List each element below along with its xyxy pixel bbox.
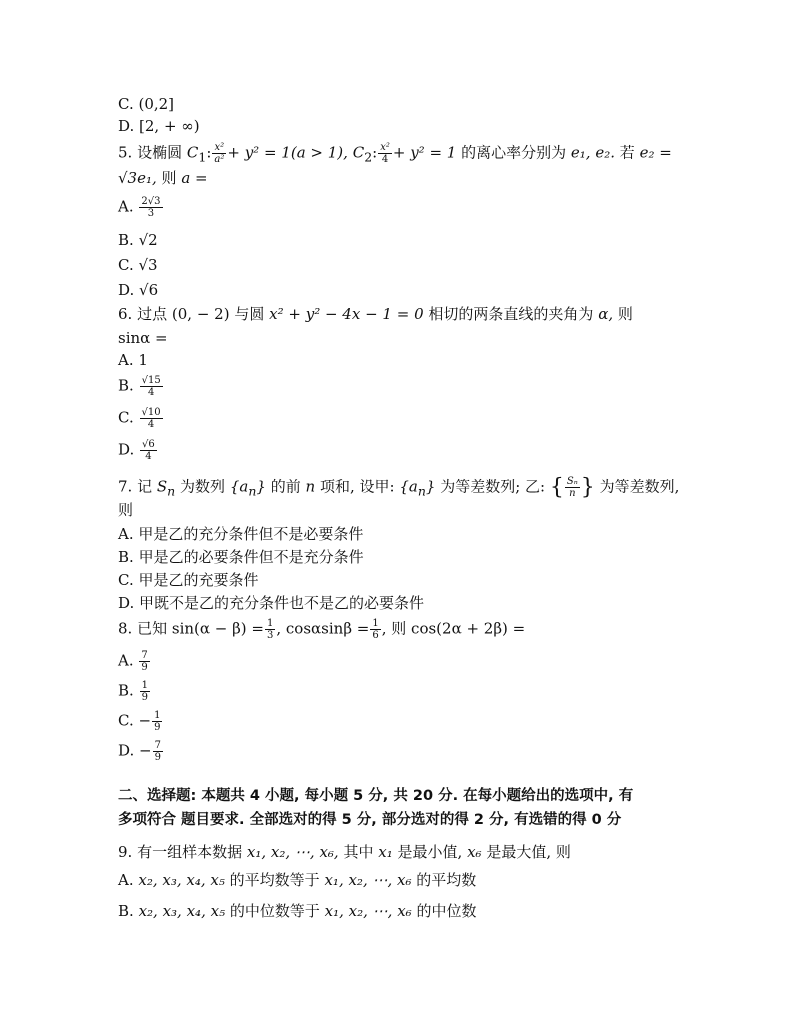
fraction-numerator: x² [380, 142, 390, 153]
fraction-numerator: 1 [267, 618, 274, 629]
math-symbol: {a [399, 477, 418, 496]
option-label: B. [118, 902, 134, 920]
math-expression: x₁, x₂, ⋯, x₆ [324, 871, 412, 889]
option-d [118, 439, 158, 462]
math-expression: x² + y² − 4x − 1 = 0 [269, 305, 424, 323]
option-label: D. [118, 741, 135, 760]
fraction [212, 142, 226, 165]
question-text: 的离心率分别为 [461, 143, 567, 162]
option-text: 的中位数等于 [229, 902, 320, 920]
math-expression: + y² = 1 [392, 143, 457, 162]
option-label: B. [118, 681, 134, 700]
option-text: 的平均数 [416, 871, 477, 889]
fraction-denominator: 4 [381, 154, 389, 165]
fraction-denominator: 4 [145, 451, 152, 462]
option-text: 的平均数等于 [229, 871, 320, 889]
question-6-line1 [118, 304, 633, 324]
math-subscript: n [417, 483, 426, 499]
option-value: 1 [138, 351, 148, 369]
option-label: B. [118, 376, 134, 395]
math-subscript: n [167, 483, 176, 499]
question-text: 其中 [343, 843, 374, 861]
question-text: 项和, 设甲: [319, 477, 395, 496]
question-text: 记 [137, 477, 153, 496]
fraction-numerator: √15 [141, 375, 161, 386]
math-expression: , cosαsinβ = [276, 619, 370, 638]
question-number: 9. [118, 843, 133, 861]
option-label: D. [118, 281, 135, 299]
option-c-prev [118, 94, 174, 114]
fraction [140, 407, 163, 430]
fraction-denominator: a² [214, 154, 225, 165]
fraction [378, 142, 392, 165]
option-b [118, 680, 151, 703]
math-expression: (0, − 2) [171, 305, 230, 323]
question-text: 与圆 [234, 305, 265, 323]
fraction-numerator: √10 [141, 407, 161, 418]
option-value: 甲是乙的充分条件但不是必要条件 [138, 525, 364, 543]
question-text: 已知 [137, 619, 168, 638]
fraction [140, 680, 150, 703]
math-expression: x₁, x₂, ⋯, x₆, [246, 843, 339, 861]
option-c [118, 255, 158, 275]
fraction [152, 710, 162, 733]
math-symbol: C [186, 143, 199, 162]
option-a [118, 196, 164, 219]
option-c [118, 570, 259, 590]
option-label: C. [118, 571, 134, 589]
fraction [139, 196, 162, 219]
option-sign: − [138, 711, 152, 730]
option-label: B. [118, 548, 134, 566]
fraction [140, 375, 163, 398]
question-9-line1 [118, 842, 571, 862]
option-value: √6 [139, 281, 159, 299]
fraction-numerator: 7 [141, 650, 148, 661]
option-b [118, 901, 476, 921]
option-d [118, 280, 158, 300]
fraction-denominator: 3 [267, 630, 274, 641]
question-text: 则 [617, 305, 633, 323]
question-text: 是最小值, [397, 843, 463, 861]
math-symbol: n [305, 477, 316, 496]
fraction-denominator: 9 [154, 752, 161, 763]
math-symbol: C [352, 143, 365, 162]
option-sign: − [139, 741, 152, 760]
option-c [118, 407, 164, 430]
question-text: 是最大值, 则 [486, 843, 571, 861]
math-symbol: x₆ [467, 843, 482, 861]
math-expression: a = [181, 169, 208, 187]
question-text: 为数列 [180, 477, 226, 496]
fraction [153, 740, 163, 763]
math-expression: x₂, x₃, x₄, x₅ [138, 902, 226, 920]
section-heading: 多项符合 题目要求. 全部选对的得 5 分, 部分选对的得 2 分, 有选错的得 0 分 [118, 812, 622, 828]
option-a [118, 870, 476, 890]
right-brace: } [580, 474, 595, 500]
fraction-numerator: x² [212, 142, 226, 154]
option-d [118, 740, 164, 763]
fraction-denominator: 6 [372, 630, 379, 641]
option-a [118, 350, 148, 370]
question-text: 为等差数列; 乙: [440, 477, 546, 496]
question-5-line1: 5. 设椭圆 $C_1$: $\frac{\text{x²}}{\text{a²}}$ + y² = 1(a > 1), $C_2$: $\frac{\text{x²}}{4}$ + y² = 1 的离心率分别为 e₁, e₂. 若 e₂ = [118, 142, 672, 165]
fraction [139, 650, 149, 673]
fraction-denominator: 9 [141, 662, 148, 673]
fraction [140, 439, 157, 462]
option-label: A. [118, 871, 134, 889]
option-label: A. [118, 197, 134, 216]
question-text: 有一组样本数据 [137, 843, 243, 861]
question-5-line2 [118, 168, 208, 188]
math-expression: cos(2α + 2β) = [411, 619, 526, 638]
math-expression: √3e₁, [118, 169, 157, 187]
question-text: 为等差数列, [599, 477, 680, 496]
math-subscript: 2 [364, 149, 373, 165]
math-subscript: 1 [198, 149, 207, 165]
question-text: 则 [118, 501, 134, 519]
option-b [118, 547, 364, 567]
fraction-denominator: 3 [147, 208, 155, 219]
math-symbol: x₁ [378, 843, 393, 861]
option-d-prev [118, 116, 200, 136]
fraction-denominator: 9 [141, 692, 148, 703]
fraction [370, 618, 380, 641]
math-expression: + y² = 1(a > 1), [227, 143, 348, 162]
fraction-numerator: 1 [154, 710, 161, 721]
option-value: √3 [138, 256, 158, 274]
option-label: A. [118, 651, 134, 670]
math-symbol: } [256, 477, 266, 496]
question-number: 6. [118, 305, 133, 323]
option-label: C. [118, 256, 134, 274]
option-b [118, 230, 158, 250]
option-d [118, 593, 424, 613]
math-expression: e₁, e₂. [570, 143, 616, 162]
fraction-numerator: 2√3 [141, 196, 161, 207]
math-expression: x₁, x₂, ⋯, x₆ [324, 902, 412, 920]
question-number: 7. [118, 477, 133, 496]
math-expression: x₂, x₃, x₄, x₅ [138, 871, 225, 889]
question-text: 相切的两条直线的夹角为 [428, 305, 594, 323]
math-symbol: α, [598, 305, 614, 323]
math-symbol: } [425, 477, 436, 496]
fraction-denominator: 9 [154, 722, 161, 733]
option-label: C. [118, 711, 134, 730]
option-label: B. [118, 231, 134, 249]
fraction-denominator: n [569, 488, 576, 499]
option-value: 甲既不是乙的充分条件也不是乙的必要条件 [139, 594, 425, 612]
option-a [118, 650, 151, 673]
math-expression: sin(α − β) = [171, 619, 264, 638]
fraction [565, 476, 580, 499]
question-text: , 则 [381, 619, 407, 638]
option-text: D. [2, + ∞) [118, 117, 200, 135]
option-value: √2 [138, 231, 158, 249]
question-7-line1 [118, 476, 679, 502]
option-label: A. [118, 525, 134, 543]
question-text: 则 [161, 169, 177, 187]
question-8-line1 [118, 618, 525, 641]
option-label: D. [118, 440, 135, 459]
option-a [118, 524, 363, 544]
question-text: 设椭圆 [137, 143, 183, 162]
question-7-line2 [118, 500, 133, 520]
option-text: 的中位数 [416, 902, 477, 920]
math-subscript: n [248, 483, 257, 499]
fraction-numerator: 1 [372, 618, 379, 629]
fraction-numerator: √6 [142, 439, 155, 450]
math-symbol: S [156, 477, 168, 496]
fraction-numerator: Sₙ [566, 476, 578, 487]
fraction-numerator: 1 [141, 680, 148, 691]
option-text: C. (0,2] [118, 95, 175, 113]
fraction-denominator: 4 [147, 387, 155, 398]
math-expression: e₂ = [639, 143, 672, 162]
question-number: 5. [118, 143, 133, 162]
fraction-denominator: 4 [147, 419, 155, 430]
option-label: C. [118, 408, 134, 427]
question-text: 的前 [270, 477, 301, 496]
option-c [118, 710, 163, 733]
fraction [265, 618, 275, 641]
question-6-line2 [118, 328, 168, 348]
math-expression: sinα = [118, 329, 168, 347]
option-b [118, 375, 164, 398]
question-text: 过点 [137, 305, 168, 323]
left-brace: { [549, 474, 564, 500]
question-text: 若 [619, 143, 635, 162]
math-symbol: {a [229, 477, 249, 496]
option-value: 甲是乙的充要条件 [138, 571, 259, 589]
question-number: 8. [118, 619, 133, 638]
option-label: A. [118, 351, 134, 369]
section-heading: 二、选择题: 本题共 4 小题, 每小题 5 分, 共 20 分. 在每小题给出的选项中, 有 [118, 788, 634, 804]
option-label: D. [118, 594, 135, 612]
option-value: 甲是乙的必要条件但不是充分条件 [138, 548, 364, 566]
fraction-numerator: 7 [154, 740, 161, 751]
